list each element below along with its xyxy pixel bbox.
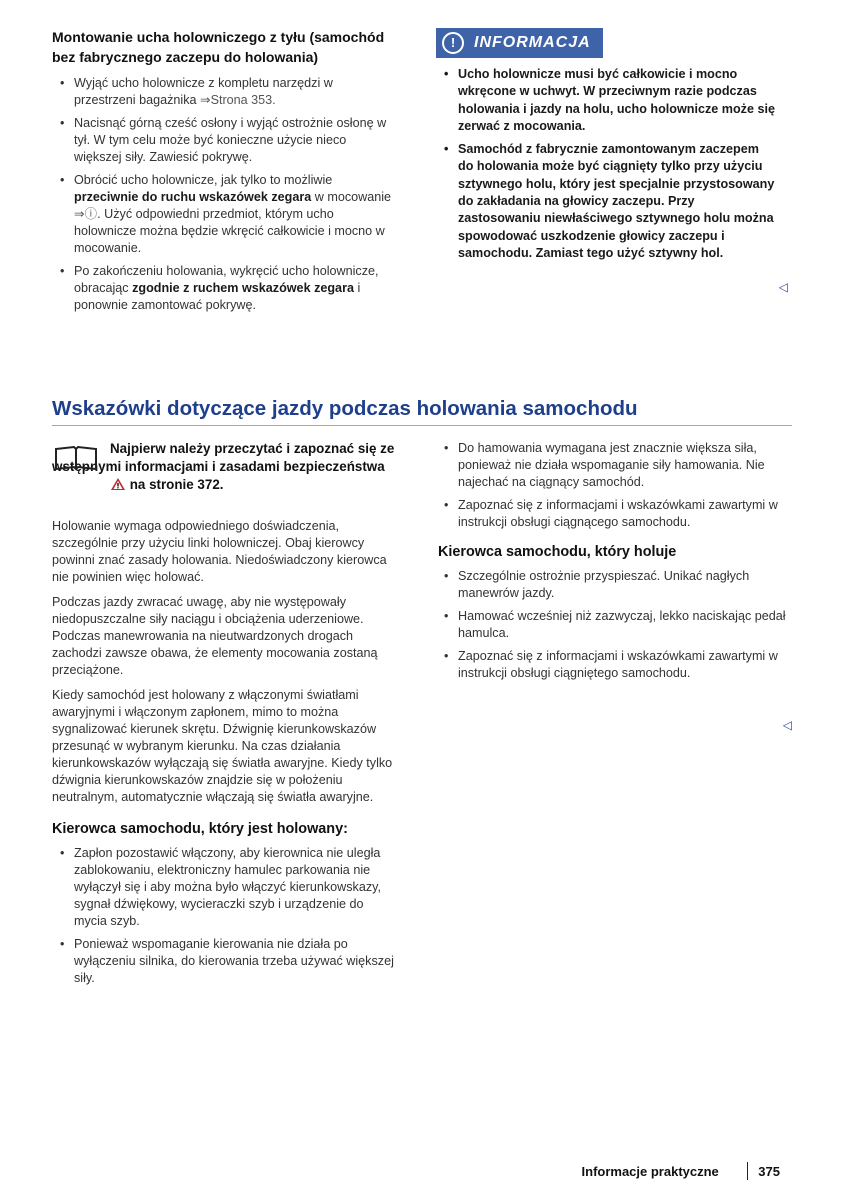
section-header	[52, 396, 792, 426]
warning-triangle-icon	[52, 477, 126, 496]
towing-eye-mount-heading: Montowanie ucha holowniczego z tyłu (samochód bez fabrycznego zaczepu do holowania)	[52, 29, 385, 65]
top-left-column	[52, 28, 397, 320]
info-circle-icon: !	[442, 32, 464, 54]
subheading-towing-driver: Kierowca samochodu, który holuje	[438, 544, 677, 560]
notice-reference: ⇒ⓘ	[74, 207, 98, 221]
subheading-towed-driver: Kierowca samochodu, który jest holowany:	[52, 821, 348, 837]
info-box	[436, 28, 788, 294]
list-item: • Nacisnąć górną cześć osłony i wyjąć ostrożnie osłonę w tył. W tym celu może być konieczne użycie nieco większej siły. Zawiesić pokrywę.	[52, 115, 397, 166]
page-number: 375	[758, 1163, 780, 1179]
triangle-left-icon: ◁	[778, 280, 788, 294]
paragraph: Kiedy samochód jest holowany z włączonymi światłami awaryjnymi i włączonym zapłonem, mimo to można sygnalizować kierunek skrętu. Dźwignię kierunkowskazów przesunąć w wybranym kierunku. Na czas działania kierunkowskazów wyłączają się światła awaryjne. Kiedy tylko dźwignia kierunkowskazów znajdzie się w położeniu neutralnym, automatycznie włączają się światła awaryjne.	[52, 688, 393, 804]
list-item: • Ucho holownicze musi być całkowicie i mocno wkręcone w uchwyt. W przeciwnym razie podczas holowania i jazdy na holu, ucho holownicze może się zerwać z mocowania.	[436, 66, 786, 135]
list-item: • Obrócić ucho holownicze, jak tylko to możliwie przeciwnie do ruchu wskazówek zegara w mocowanie ⇒ⓘ. Użyć odpowiedni przedmiot, którym ucho holownicze można będzie wkręcić całkowicie i mocno w mocowanie.	[52, 172, 397, 257]
list-item: • Do hamowania wymagana jest znacznie większa siła, ponieważ nie działa wspomaganie siły hamowania. Nie najechać na ciągnący samochód.	[436, 440, 786, 491]
list-item: • Hamować wcześniej niż zazwyczaj, lekko naciskając pedał hamulca.	[436, 608, 786, 642]
intro-note: Najpierw należy przeczytać i zapoznać się ze wstępnymi informacjami i zasadami bezpieczeństwa na stronie 372.	[52, 440, 397, 496]
list-item: • Ponieważ wspomaganie kierowania nie działa po wyłączeniu silnika, do kierowania trzeba używać większej siły.	[52, 936, 397, 987]
triangle-left-icon: ◁	[782, 718, 792, 732]
paragraph: Holowanie wymaga odpowiedniego doświadczenia, szczególnie przy użyciu linki holowniczej. Obaj kierowcy powinni znać zasady holowania. Niedoświadczony kierowca nie powinien więc holować.	[52, 519, 387, 584]
list-item: • Po zakończeniu holowania, wykręcić ucho holownicze, obracając zgodnie z ruchem wskazówek zegara i ponownie zamontować pokrywę.	[52, 263, 397, 314]
footer-divider	[747, 1162, 749, 1180]
list-item: • Zapłon pozostawić włączony, aby kierownica nie uległa zablokowaniu, elektroniczny hamulec parkowania nie wyłączył się i aby można było włączyć kierunkowskazy, sygnał dźwiękowy, wycieraczki szyb i urządzenie do mycia szyb.	[52, 845, 397, 930]
list-item: • Samochód z fabrycznie zamontowanym zaczepem do holowania może być ciągnięty tylko przy użyciu sztywnego holu, który jest specjalnie przystosowany do zakładania na głowicy zaczepu. Przy zastosowaniu niewłaściwego sztywnego holu można spowodować uszkodzenie głowicy zaczepu i samochodu. Zamiast tego użyć sztywny hol.	[436, 141, 786, 262]
list-item: • Zapoznać się z informacjami i wskazówkami zawartymi w instrukcji obsługi ciągniętego samochodu.	[436, 648, 786, 682]
right-column	[436, 440, 792, 732]
list-item: • Szczególnie ostrożnie przyspieszać. Unikać nagłych manewrów jazdy.	[436, 568, 786, 602]
book-icon	[54, 445, 98, 471]
paragraph: Podczas jazdy zwracać uwagę, aby nie występowały niedopuszczalne siły naciągu i obciążenia uderzeniowe. Podczas manewrowania na nieutwardzonych drogach zachodzi zawsze obawa, że elementy mocowania zostaną przeciążone.	[52, 595, 378, 677]
info-label: INFORMACJA	[474, 34, 591, 51]
list-item: • Wyjąć ucho holownicze z kompletu narzędzi w przestrzeni bagażnika ⇒Strona 353.	[52, 75, 397, 109]
section-title: Wskazówki dotyczące jazdy podczas holowania samochodu	[52, 397, 638, 420]
page-reference: ⇒Strona 353.	[200, 93, 276, 107]
footer	[540, 1162, 780, 1180]
info-header	[436, 28, 603, 58]
left-column	[52, 440, 397, 993]
footer-section-name: Informacje praktyczne	[581, 1163, 719, 1179]
list-item: • Zapoznać się z informacjami i wskazówkami zawartymi w instrukcji obsługi ciągnącego samochodu.	[436, 497, 786, 531]
